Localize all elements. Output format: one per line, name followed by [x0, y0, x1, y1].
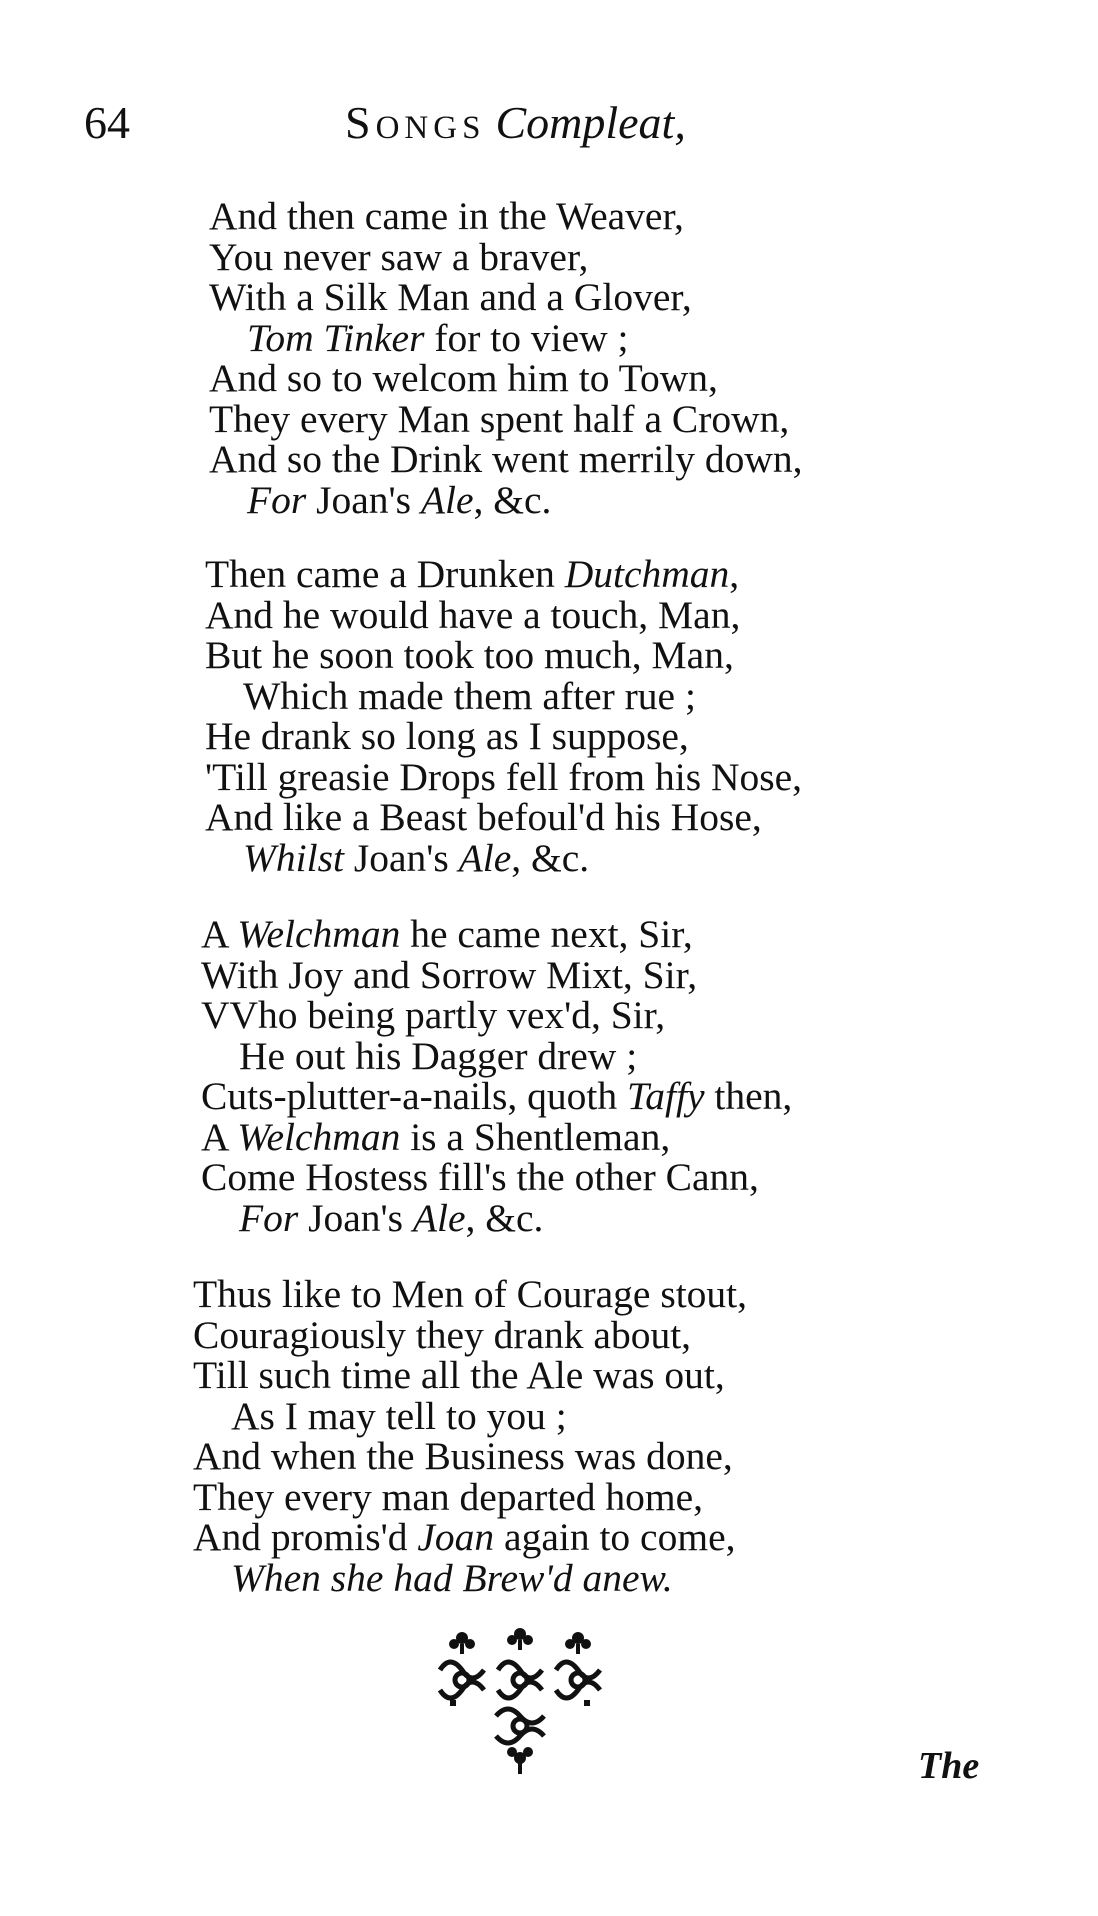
- verse-text: They every Man spent half a Crown,: [209, 396, 790, 441]
- verse-text: He drank so long as I suppose,: [205, 714, 689, 758]
- verse-text: again to come,: [494, 1515, 736, 1559]
- verse-text: VVho being partly vex'd, Sir,: [201, 993, 666, 1037]
- running-head-smallcaps: SONGS: [345, 97, 486, 148]
- italic-text: For: [247, 477, 307, 522]
- italic-text: For: [239, 1195, 299, 1240]
- verse-text: for to view ;: [424, 315, 629, 360]
- verse-text: You never saw a braver,: [209, 234, 589, 279]
- verse-text: With a Silk Man and a Glover,: [209, 275, 692, 319]
- verse-line: [209, 477, 803, 522]
- verse-text: Till such time all the Ale was out,: [193, 1353, 725, 1397]
- stanza: [209, 196, 803, 520]
- verse-text: But he soon took too much, Man,: [205, 633, 734, 677]
- verse-line: [193, 1474, 747, 1519]
- verse-text: ,: [729, 552, 740, 596]
- verse-text: Thus like to Men of Courage stout,: [193, 1272, 748, 1316]
- verse-text: They every man departed home,: [193, 1474, 703, 1519]
- verse-line: [201, 1157, 792, 1198]
- verse-line: [201, 1114, 792, 1159]
- running-head-italic: Compleat,: [495, 97, 686, 148]
- verse-line: [201, 1076, 792, 1117]
- italic-text: Taffy: [626, 1074, 705, 1118]
- stanza: [205, 554, 802, 878]
- verse-line: [201, 914, 792, 955]
- italic-text: Tom Tinker: [247, 315, 425, 360]
- verse-line: [205, 754, 802, 799]
- verse-line: [193, 1355, 747, 1396]
- verse-text: Then came a Drunken: [205, 552, 565, 596]
- verse-text: Joan's: [343, 835, 459, 880]
- verse-text: And promis'd: [193, 1515, 418, 1559]
- verse-line: [193, 1555, 747, 1600]
- italic-text: Ale: [412, 1195, 466, 1240]
- verse-line: [193, 1393, 747, 1438]
- verse-line: [205, 797, 802, 838]
- italic-text: Welchman: [237, 912, 401, 956]
- verse-text: And like a Beast befoul'd his Hose,: [205, 795, 762, 839]
- verse-line: [201, 1033, 792, 1078]
- page-number: 64: [84, 97, 130, 148]
- italic-text: Whilst: [243, 835, 344, 880]
- verse-line: [209, 439, 803, 480]
- verse-line: [209, 196, 803, 237]
- verse-line: [209, 234, 803, 279]
- italic-text: Welchman: [237, 1114, 401, 1159]
- verse-line: [209, 277, 803, 318]
- stanza: [201, 914, 792, 1238]
- verse-text: 'Till greasie Drops fell from his Nose,: [205, 754, 802, 799]
- verse-text: Joan's: [298, 1195, 413, 1240]
- verse-line: [205, 673, 802, 718]
- verse-line: [201, 1195, 792, 1240]
- verse-text: Come Hostess fill's the other Cann,: [201, 1155, 759, 1199]
- verse-text: And when the Business was done,: [193, 1434, 733, 1478]
- verse-text: is a Shentleman,: [400, 1114, 671, 1159]
- verse-text: A: [201, 1114, 238, 1159]
- verse-line: [205, 635, 802, 676]
- stanza: [193, 1274, 747, 1598]
- verse-text: then,: [704, 1074, 793, 1118]
- verse-text: And then came in the Weaver,: [209, 194, 684, 238]
- verse-line: [201, 952, 792, 997]
- italic-text: Ale: [420, 477, 474, 522]
- italic-text: Dutchman: [564, 552, 730, 596]
- verse-line: [209, 315, 803, 360]
- verse-line: [209, 396, 803, 441]
- verse-text: , &c.: [473, 477, 552, 522]
- verse-text: Joan's: [306, 477, 421, 522]
- italic-text: Joan: [417, 1515, 495, 1559]
- italic-text: When she had Brew'd anew.: [231, 1555, 673, 1600]
- verse-line: [205, 592, 802, 637]
- verse-line: [193, 1517, 747, 1558]
- verse-line: [205, 835, 802, 880]
- verse-text: , &c.: [465, 1195, 544, 1240]
- verse-text: A: [201, 912, 238, 956]
- verse-text: And so to welcom him to Town,: [209, 356, 718, 400]
- verse-line: [201, 995, 792, 1036]
- verse-line: [205, 716, 802, 757]
- verse-text: , &c.: [511, 835, 590, 880]
- verse-text: Couragiously they drank about,: [193, 1312, 692, 1357]
- verse-text: With Joy and Sorrow Mixt, Sir,: [201, 952, 698, 997]
- verse-line: [193, 1274, 747, 1315]
- verse-line: [193, 1312, 747, 1357]
- verse-text: he came next, Sir,: [400, 912, 693, 956]
- verse-text: As I may tell to you ;: [231, 1393, 567, 1438]
- verse-text: He out his Dagger drew ;: [239, 1033, 638, 1078]
- running-head: [345, 96, 686, 149]
- verse-text: Cuts-plutter-a-nails, quoth: [201, 1074, 627, 1118]
- verse-text: And so the Drink went merrily down,: [209, 437, 803, 481]
- catchword: The: [918, 1745, 980, 1787]
- verse-text: Which made them after rue ;: [243, 673, 696, 718]
- verse-line: [193, 1436, 747, 1477]
- italic-text: Ale: [458, 835, 512, 880]
- fleuron-ornament-icon: [430, 1620, 610, 1780]
- verse-text: And he would have a touch, Man,: [205, 592, 741, 637]
- verse-line: [205, 554, 802, 595]
- verse-line: [209, 358, 803, 399]
